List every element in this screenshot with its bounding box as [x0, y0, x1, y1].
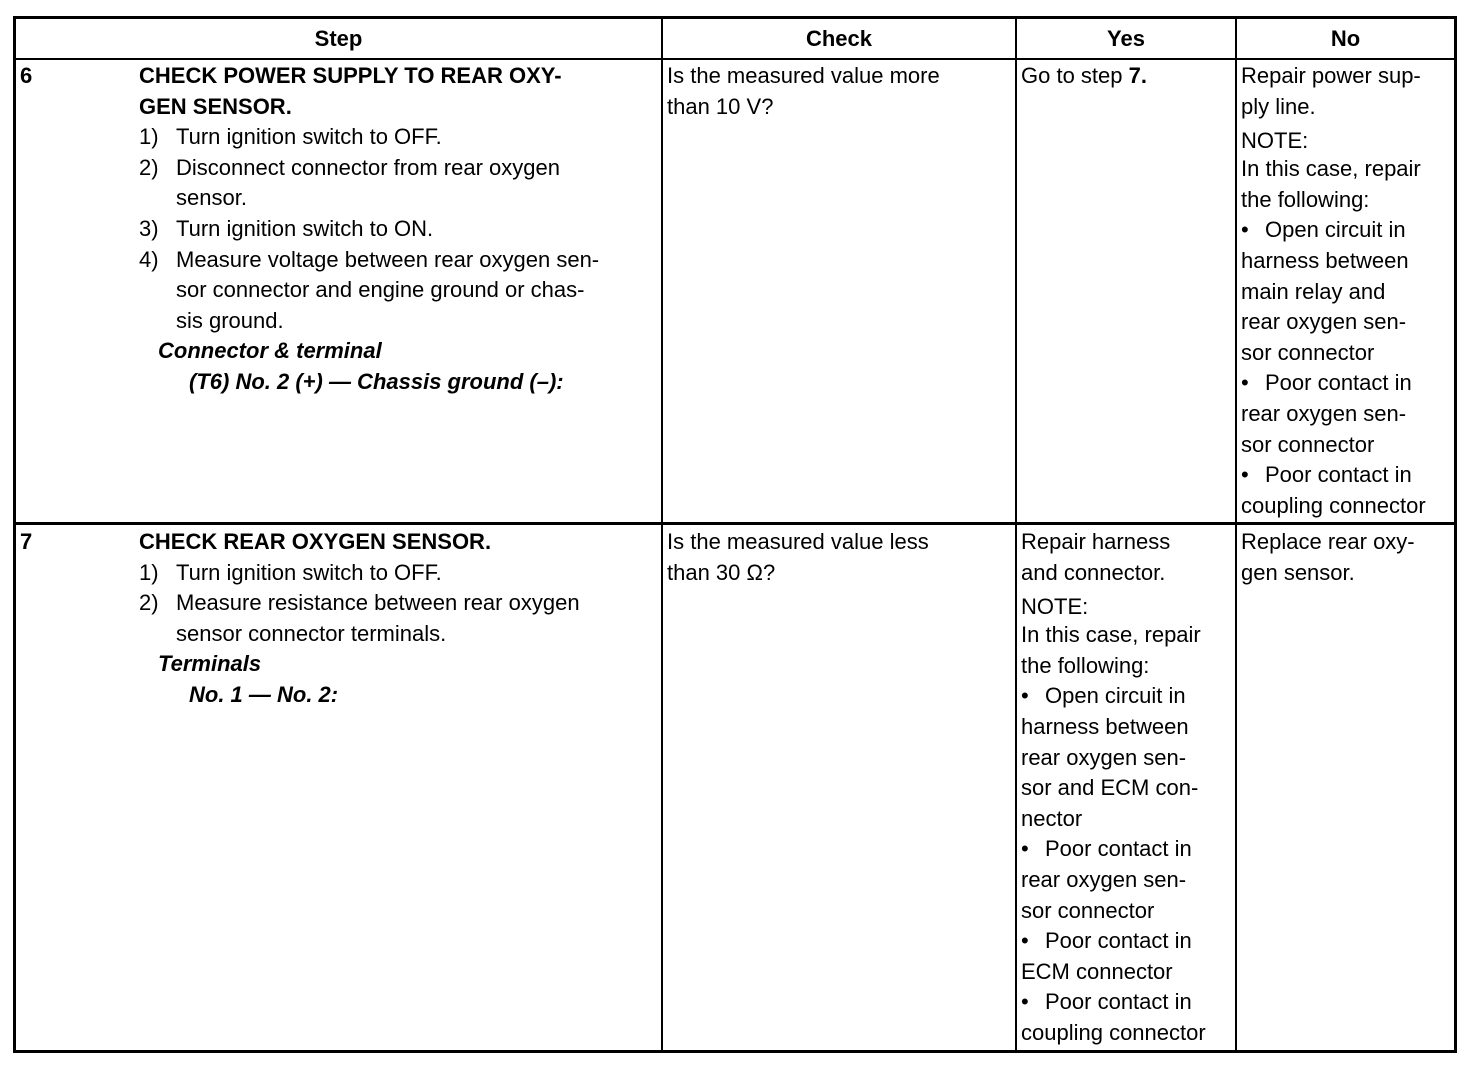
spec-label: Terminals	[158, 651, 262, 677]
substep: 3) Turn ignition switch to ON.	[139, 215, 434, 241]
step-reference: 7	[1128, 63, 1141, 88]
spec-value: No. 1 — No. 2:	[189, 681, 339, 707]
substep: 2) Measure resistance between rear oxygen sensor connector terminals.	[139, 590, 580, 646]
yes-text: Repair harness and connector. NOTE: In this case, repair the following: • Open circuit in harness between rear oxygen sen- sor and ECM con- nector • Poor contact in rear oxygen sen- sor connector • Poor contact in ECM connector • Poor contact in coupling connector	[1021, 527, 1233, 1049]
bullet-item: • Poor contact in	[1021, 928, 1192, 954]
header-step: Step	[314, 26, 363, 51]
spec-label: Connector & terminal	[158, 338, 382, 364]
column-divider	[1015, 19, 1017, 1050]
header-yes: Yes	[1107, 26, 1145, 51]
substep: 4) Measure voltage between rear oxygen sen- sor connector and engine ground or chas- sis ground.	[139, 246, 600, 333]
no-text: Repair power sup- ply line. NOTE: In this case, repair the following: • Open circuit in harness between main relay and rear oxygen sen- sor connector • Poor contact in rear oxygen sen- sor connector • Poor contact in coupling connector	[1241, 61, 1455, 521]
spec-value: (T6) No. 2 (+) — Chassis ground (–):	[189, 368, 564, 394]
yes-text: Go to step 7.	[1021, 63, 1147, 88]
bullet-item: • Poor contact in	[1241, 370, 1412, 396]
bullet-item: • Open circuit in	[1241, 217, 1406, 243]
step-number: 7	[20, 529, 33, 554]
diagnostic-table	[13, 16, 1457, 1053]
bullet-item: • Poor contact in	[1241, 462, 1412, 488]
bullet-item: • Open circuit in	[1021, 683, 1186, 709]
step-title: CHECK REAR OXYGEN SENSOR.	[139, 529, 492, 554]
no-text: Replace rear oxy- gen sensor.	[1241, 529, 1415, 585]
note-label: NOTE:	[1241, 128, 1309, 154]
bullet-item: • Poor contact in	[1021, 836, 1192, 862]
substep: 1) Turn ignition switch to OFF.	[139, 124, 442, 150]
header-no: No	[1330, 26, 1361, 51]
step-description	[139, 527, 659, 711]
bullet-item: • Poor contact in	[1021, 989, 1192, 1015]
step-title: GEN SENSOR.	[139, 93, 292, 119]
row-divider	[16, 522, 1454, 525]
substep: 2) Disconnect connector from rear oxygen sensor.	[139, 154, 560, 211]
header-check: Check	[805, 26, 873, 51]
note-label: NOTE:	[1021, 594, 1089, 620]
step-number: 6	[20, 63, 33, 88]
column-divider	[661, 19, 663, 1050]
check-text: Is the measured value more than 10 V?	[667, 63, 940, 119]
substep: 1) Turn ignition switch to OFF.	[139, 559, 442, 585]
step-description	[139, 61, 659, 398]
check-text: Is the measured value less than 30 Ω?	[667, 529, 929, 585]
column-divider	[1235, 19, 1237, 1050]
step-title: CHECK POWER SUPPLY TO REAR OXY-	[139, 63, 562, 88]
